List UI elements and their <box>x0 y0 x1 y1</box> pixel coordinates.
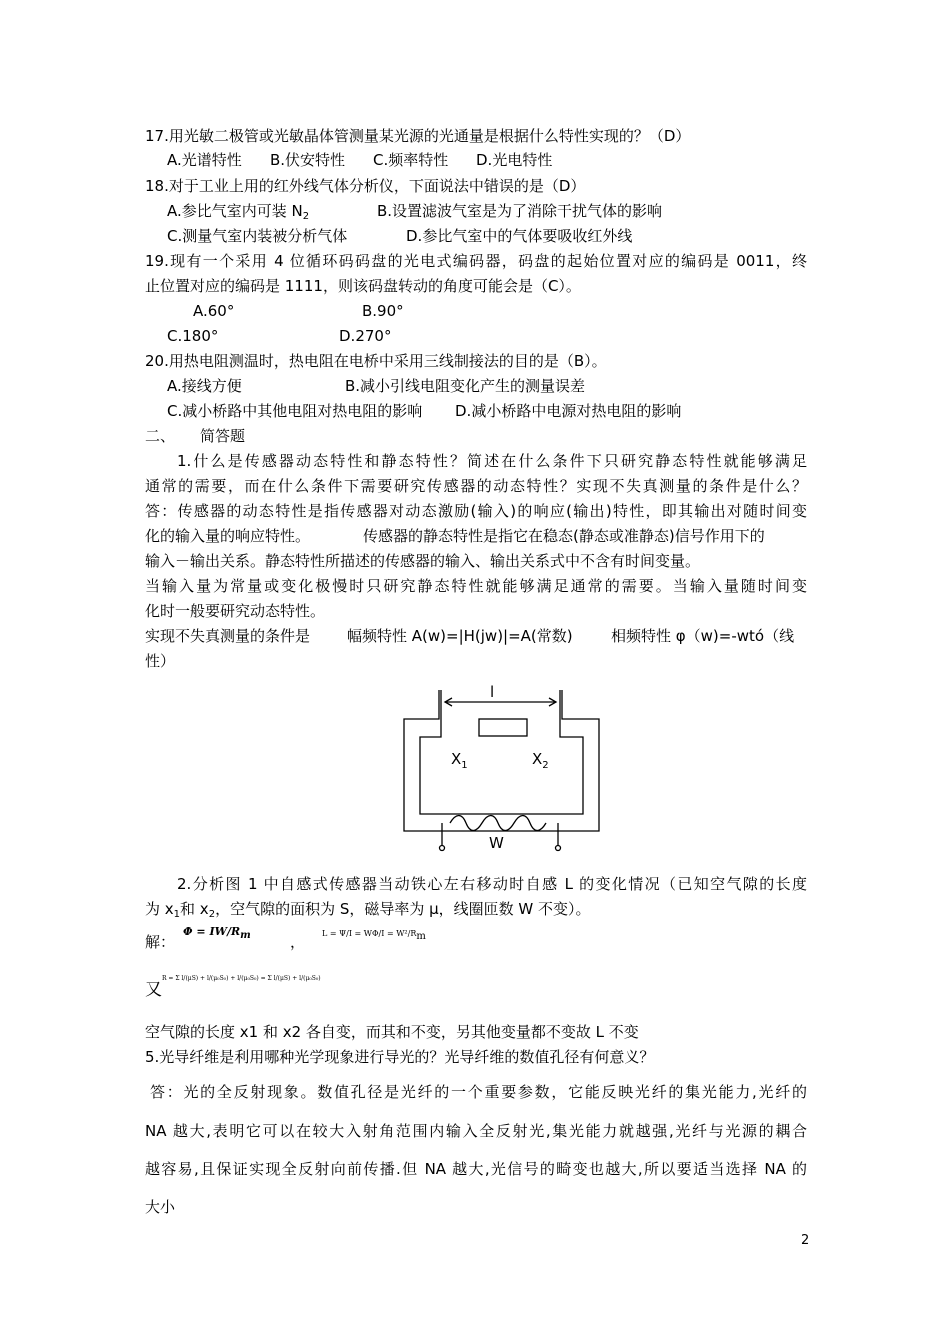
q17-stem: 17.用光敏二极管或光敏晶体管测量某光源的光通量是根据什么特性实现的？（D） <box>145 127 691 145</box>
terminal-right <box>556 846 561 851</box>
q20-option-a: A.接线方便 <box>167 377 242 395</box>
solution-label: 解： <box>145 933 176 951</box>
q18-option-c: C.测量气室内装被分析气体 <box>167 227 348 245</box>
q18-option-b: B.设置滤波气室是为了消除干扰气体的影响 <box>377 202 663 220</box>
sq5-answer-line2: NA 越大,表明它可以在较大入射角范围内输入全反射光,集光能力就越强,光纤与光源的耦合 <box>145 1122 807 1140</box>
q19-option-d: D.270° <box>339 327 392 345</box>
sq1-line4a: 化的输入量的响应特性。 <box>145 527 311 545</box>
sq1-line5: 输入－输出关系。静态特性所描述的传感器的输入、输出关系式中不含有时间变量。 <box>145 552 701 570</box>
q18-option-a: A.参比气室内可装 $N_2$ <box>167 202 310 222</box>
q17-option-a: A.光谱特性 <box>167 151 242 169</box>
q19-option-c: C.180° <box>167 327 219 345</box>
sq1-line8b: 幅频特性 A(w)=|H(jw)|=A(常数) <box>347 627 573 645</box>
q20-option-d: D.减小桥路中电源对热电阻的影响 <box>455 402 682 420</box>
sq1-line7: 化时一般要研究动态特性。 <box>145 602 326 620</box>
coil-winding <box>450 816 546 831</box>
section-number: 二、 <box>145 427 176 445</box>
page-number: 2 <box>801 1233 810 1248</box>
sq2-line2: 为 $x_1$和 $x_2$，空气隙的面积为 S，磁导率为 μ，线圈匝数 W 不变）。 <box>145 900 591 920</box>
q20-option-c: C.减小桥路中其他电阻对热电阻的影响 <box>167 402 423 420</box>
q19-option-a: A.60° <box>193 302 235 320</box>
q18-stem: 18.对于工业上用的红外线气体分析仪，下面说法中错误的是（D） <box>145 177 586 195</box>
sq1-line1: 1.什么是传感器动态特性和静态特性？简述在什么条件下只研究静态特性就能够满足 <box>177 452 807 470</box>
figure-label-x1: $X_1$ <box>451 750 468 771</box>
also-label: 又 <box>145 980 162 1000</box>
q20-stem: 20.用热电阻测温时，热电阻在电桥中采用三线制接法的目的是（B）。 <box>145 352 607 370</box>
formula-inductance: $L = \Psi/I = W\Phi/I = W^2/R_m$ <box>322 929 426 942</box>
sq2-line1: 2.分析图 1 中自感式传感器当动铁心左右移动时自感 L 的变化情况（已知空气隙的长度 <box>177 875 807 893</box>
sq1-line2: 通常的需要，而在什么条件下需要研究传感器的动态特性？实现不失真测量的条件是什么？ <box>145 477 807 495</box>
sq1-line4b: 传感器的静态特性是指它在稳态(静态或准静态)信号作用下的 <box>363 527 765 545</box>
formula-flux: $\Phi = IW/R_m$ <box>183 925 251 941</box>
figure-label-l: l <box>490 683 495 701</box>
sq5-answer-line3: 越容易,且保证实现全反射向前传播.但 NA 越大,光信号的畸变也越大,所以要适当选择 NA 的 <box>145 1160 807 1178</box>
q17-option-c: C.频率特性 <box>373 151 449 169</box>
q20-option-b: B.减小引线电阻变化产生的测量误差 <box>345 377 586 395</box>
sq5-answer-line1: 答：光的全反射现象。数值孔径是光纤的一个重要参数，它能反映光纤的集光能力,光纤的 <box>150 1083 807 1101</box>
q17-option-d: D.光电特性 <box>476 151 553 169</box>
movable-iron-core <box>479 719 527 736</box>
q19-option-b: B.90° <box>362 302 404 320</box>
formula-reluctance: R = Σ l/(μS) + l/(μ₀S₀) + l/(μ₀S₀) = Σ l/(μS) + l/(μ₀S₀) <box>162 975 321 982</box>
sq5-question: 5.光导纤维是利用哪种光学现象进行导光的？光导纤维的数值孔径有何意义？ <box>145 1048 655 1066</box>
sq1-line9: 性） <box>145 652 176 670</box>
q19-stem-line2: 止位置对应的编码是 1111，则该码盘转动的角度可能会是（C）。 <box>145 277 581 295</box>
q17-option-b: B.伏安特性 <box>270 151 346 169</box>
q18-option-d: D.参比气室中的气体要吸收红外线 <box>406 227 633 245</box>
sq1-line8a: 实现不失真测量的条件是 <box>145 627 311 645</box>
terminal-left <box>440 846 445 851</box>
section-title: 简答题 <box>200 427 246 445</box>
sq1-line3: 答：传感器的动态特性是指传感器对动态激励(输入)的响应(输出)特性，即其输出对随时间变 <box>145 502 807 520</box>
core-outer-outline <box>404 690 599 831</box>
sq2-conclusion: 空气隙的长度 x1 和 x2 各自变，而其和不变，另其他变量都不变故 L 不变 <box>145 1023 639 1041</box>
core-inner-outline <box>420 690 583 814</box>
figure-label-w: W <box>489 834 504 852</box>
q19-stem-line1: 19.现有一个采用 4 位循环码码盘的光电式编码器，码盘的起始位置对应的编码是 0011，终 <box>145 252 807 270</box>
sq1-line8c: 相频特性 φ（w)=-wtó（线 <box>611 627 795 645</box>
formula-separator: ， <box>290 933 306 951</box>
figure-label-x2: $X_2$ <box>532 750 549 771</box>
sq1-line6: 当输入量为常量或变化极慢时只研究静态特性就能够满足通常的需要。当输入量随时间变 <box>145 577 807 595</box>
sq5-answer-line4: 大小 <box>145 1198 176 1216</box>
